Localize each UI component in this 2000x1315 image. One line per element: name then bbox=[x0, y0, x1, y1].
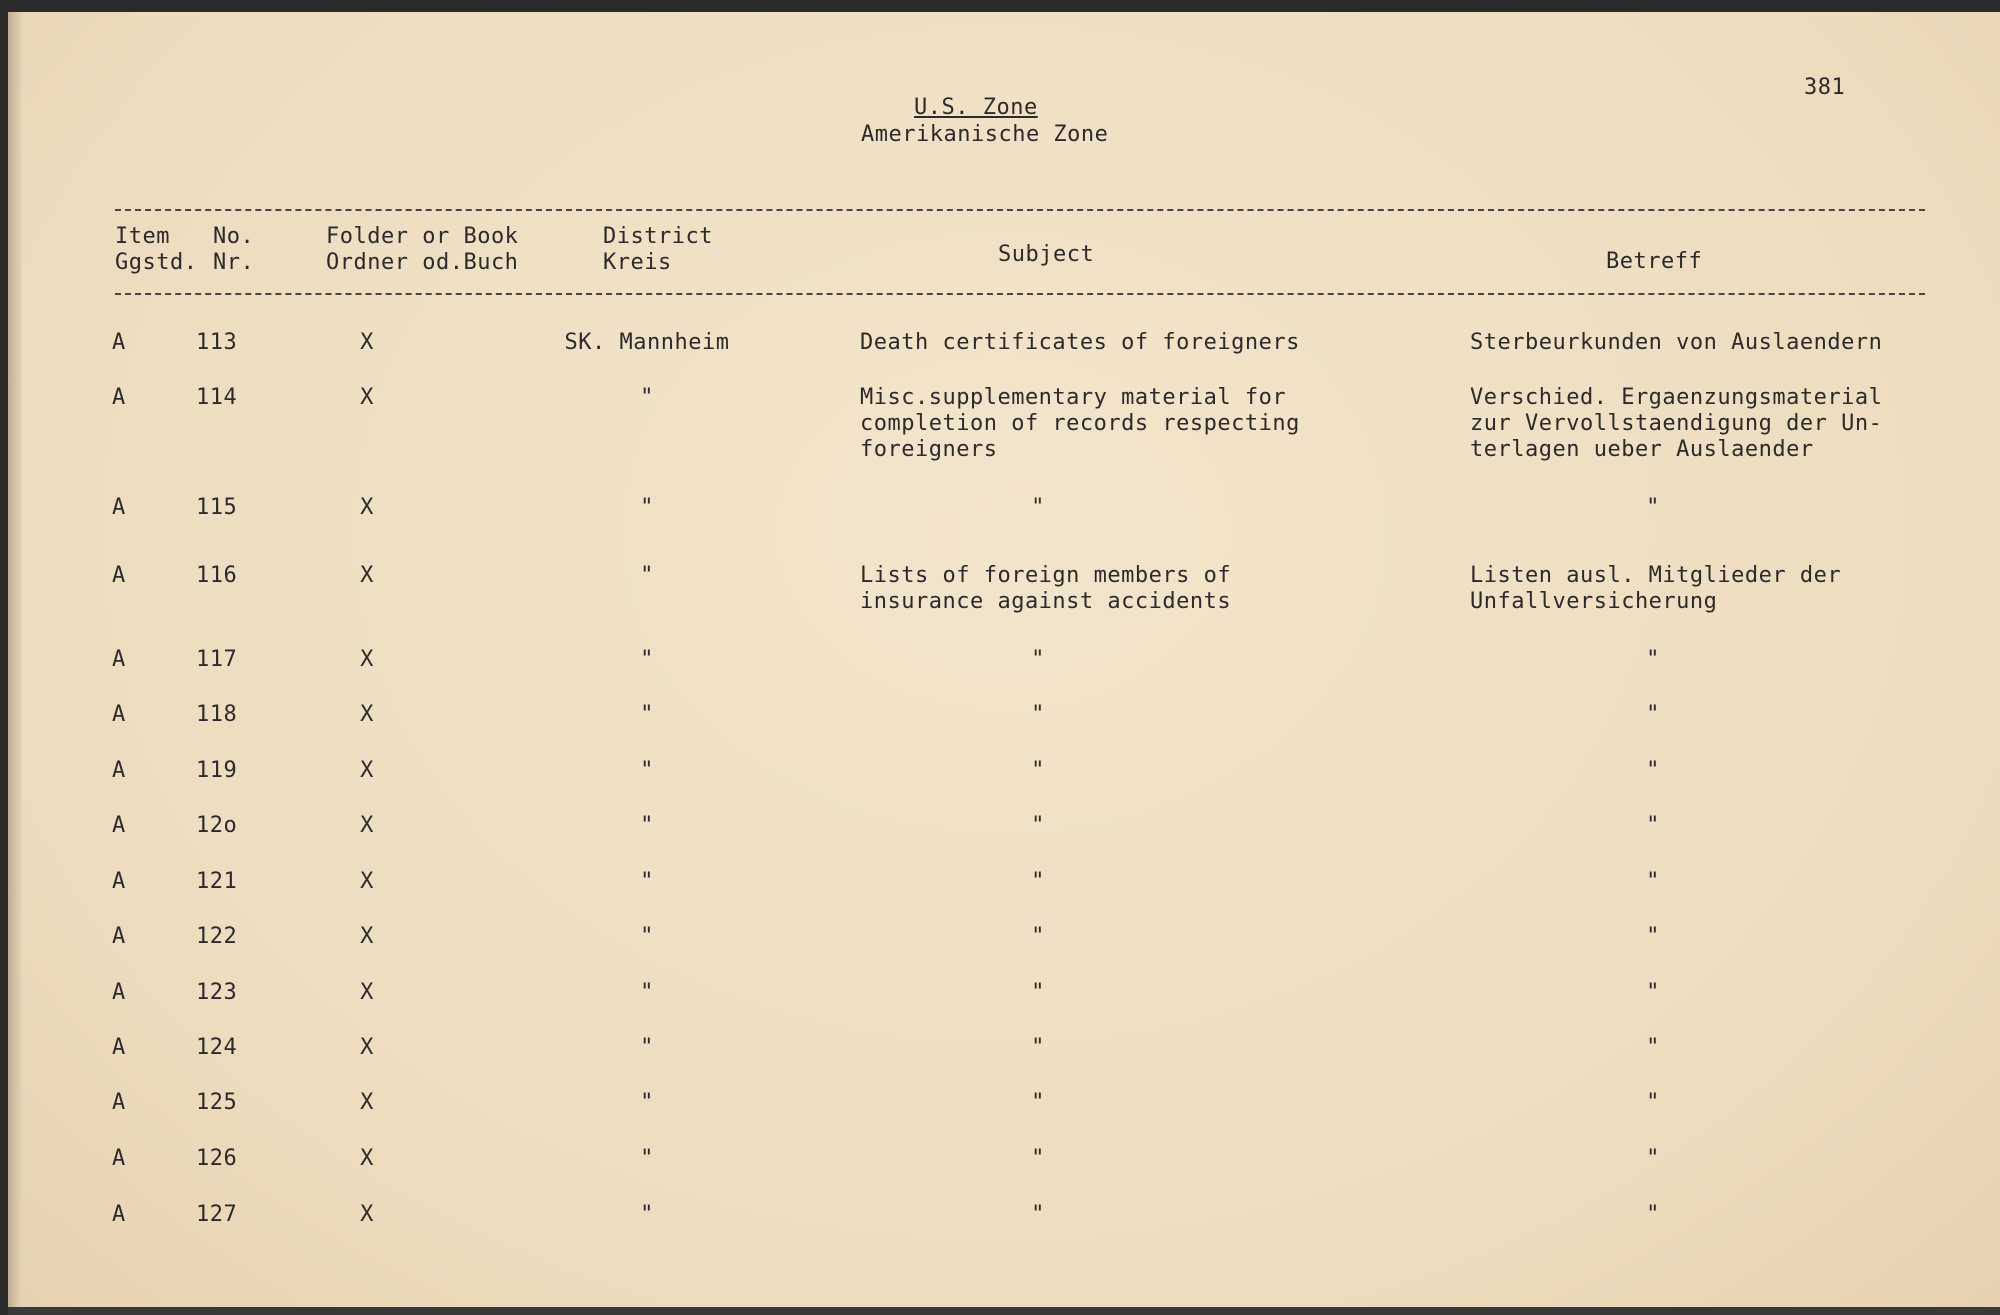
cell-folder: X bbox=[360, 330, 374, 355]
page-title: U.S. Zone bbox=[914, 95, 1038, 120]
cell-folder: X bbox=[360, 1146, 374, 1171]
cell-district: " bbox=[640, 1035, 654, 1060]
cell-folder: X bbox=[360, 1035, 374, 1060]
cell-betreff: " bbox=[1646, 1146, 1660, 1171]
cell-item: A bbox=[112, 330, 126, 355]
cell-betreff: " bbox=[1646, 1035, 1660, 1060]
cell-folder: X bbox=[360, 1090, 374, 1115]
cell-betreff: " bbox=[1646, 1090, 1660, 1115]
page-subtitle: Amerikanische Zone bbox=[861, 122, 1109, 147]
cell-subject: " bbox=[1031, 758, 1045, 783]
cell-item: A bbox=[112, 924, 126, 949]
cell-no: 126 bbox=[196, 1146, 238, 1171]
cell-item: A bbox=[112, 702, 126, 727]
cell-item: A bbox=[112, 385, 126, 410]
column-header-no: No. Nr. bbox=[213, 224, 255, 275]
cell-betreff: " bbox=[1646, 813, 1660, 838]
cell-item: A bbox=[112, 647, 126, 672]
cell-district: " bbox=[640, 869, 654, 894]
cell-item: A bbox=[112, 1090, 126, 1115]
cell-folder: X bbox=[360, 758, 374, 783]
cell-district: " bbox=[640, 924, 654, 949]
cell-item: A bbox=[112, 1035, 126, 1060]
cell-item: A bbox=[112, 1146, 126, 1171]
cell-subject: " bbox=[1031, 1090, 1045, 1115]
cell-district: " bbox=[640, 1202, 654, 1227]
cell-betreff: " bbox=[1646, 1202, 1660, 1227]
cell-no: 113 bbox=[196, 330, 238, 355]
cell-no: 115 bbox=[196, 495, 238, 520]
cell-no: 122 bbox=[196, 924, 238, 949]
cell-district: " bbox=[640, 758, 654, 783]
cell-folder: X bbox=[360, 385, 374, 410]
cell-folder: X bbox=[360, 702, 374, 727]
cell-no: 118 bbox=[196, 702, 238, 727]
cell-betreff: Sterbeurkunden von Auslaendern bbox=[1470, 330, 1883, 355]
cell-district: " bbox=[640, 702, 654, 727]
cell-folder: X bbox=[360, 495, 374, 520]
cell-item: A bbox=[112, 563, 126, 588]
cell-betreff: Verschied. Ergaenzungsmaterial zur Vervollstaendigung der Un- terlagen ueber Auslaender bbox=[1470, 385, 1883, 462]
cell-betreff: " bbox=[1646, 702, 1660, 727]
cell-folder: X bbox=[360, 647, 374, 672]
cell-no: 124 bbox=[196, 1035, 238, 1060]
cell-subject: " bbox=[1031, 495, 1045, 520]
cell-district: " bbox=[640, 495, 654, 520]
cell-subject: Death certificates of foreigners bbox=[860, 330, 1300, 355]
column-header-item: Item Ggstd. bbox=[115, 224, 198, 275]
cell-subject: " bbox=[1031, 869, 1045, 894]
cell-subject: " bbox=[1031, 924, 1045, 949]
binding-gutter bbox=[8, 12, 22, 1315]
cell-item: A bbox=[112, 758, 126, 783]
cell-no: 121 bbox=[196, 869, 238, 894]
cell-subject: Misc.supplementary material for completion of records respecting foreigners bbox=[860, 385, 1300, 462]
column-header-subject: Subject bbox=[998, 242, 1095, 267]
cell-no: 12o bbox=[196, 813, 238, 838]
cell-folder: X bbox=[360, 813, 374, 838]
cell-folder: X bbox=[360, 563, 374, 588]
cell-subject: " bbox=[1031, 813, 1045, 838]
cell-district: " bbox=[640, 813, 654, 838]
cell-no: 114 bbox=[196, 385, 238, 410]
header-divider-top bbox=[115, 209, 1925, 211]
cell-betreff: " bbox=[1646, 869, 1660, 894]
cell-district: " bbox=[640, 1146, 654, 1171]
header-divider-bottom bbox=[115, 293, 1925, 295]
cell-subject: " bbox=[1031, 702, 1045, 727]
cell-district: " bbox=[640, 563, 654, 588]
document-page bbox=[8, 12, 2000, 1315]
column-header-district: District Kreis bbox=[603, 224, 713, 275]
cell-betreff: " bbox=[1646, 980, 1660, 1005]
cell-subject: Lists of foreign members of insurance against accidents bbox=[860, 563, 1232, 614]
cell-folder: X bbox=[360, 1202, 374, 1227]
cell-subject: " bbox=[1031, 1146, 1045, 1171]
cell-betreff: " bbox=[1646, 495, 1660, 520]
cell-no: 123 bbox=[196, 980, 238, 1005]
cell-no: 125 bbox=[196, 1090, 238, 1115]
cell-betreff: Listen ausl. Mitglieder der Unfallversicherung bbox=[1470, 563, 1842, 614]
cell-item: A bbox=[112, 869, 126, 894]
column-header-folder: Folder or Book Ordner od.Buch bbox=[326, 224, 519, 275]
cell-item: A bbox=[112, 980, 126, 1005]
cell-no: 117 bbox=[196, 647, 238, 672]
cell-subject: " bbox=[1031, 647, 1045, 672]
cell-item: A bbox=[112, 1202, 126, 1227]
cell-folder: X bbox=[360, 980, 374, 1005]
cell-no: 127 bbox=[196, 1202, 238, 1227]
cell-betreff: " bbox=[1646, 647, 1660, 672]
cell-item: A bbox=[112, 495, 126, 520]
page-number: 381 bbox=[1804, 75, 1846, 100]
cell-subject: " bbox=[1031, 980, 1045, 1005]
cell-subject: " bbox=[1031, 1035, 1045, 1060]
cell-district: " bbox=[640, 647, 654, 672]
cell-folder: X bbox=[360, 924, 374, 949]
cell-no: 119 bbox=[196, 758, 238, 783]
cell-district: " bbox=[640, 1090, 654, 1115]
cell-folder: X bbox=[360, 869, 374, 894]
cell-item: A bbox=[112, 813, 126, 838]
cell-district: SK. Mannheim bbox=[564, 330, 730, 355]
column-header-betreff: Betreff bbox=[1606, 249, 1703, 274]
cell-district: " bbox=[640, 980, 654, 1005]
cell-betreff: " bbox=[1646, 924, 1660, 949]
cell-district: " bbox=[640, 385, 654, 410]
cell-no: 116 bbox=[196, 563, 238, 588]
scan-edge bbox=[8, 1307, 2000, 1315]
cell-subject: " bbox=[1031, 1202, 1045, 1227]
cell-betreff: " bbox=[1646, 758, 1660, 783]
